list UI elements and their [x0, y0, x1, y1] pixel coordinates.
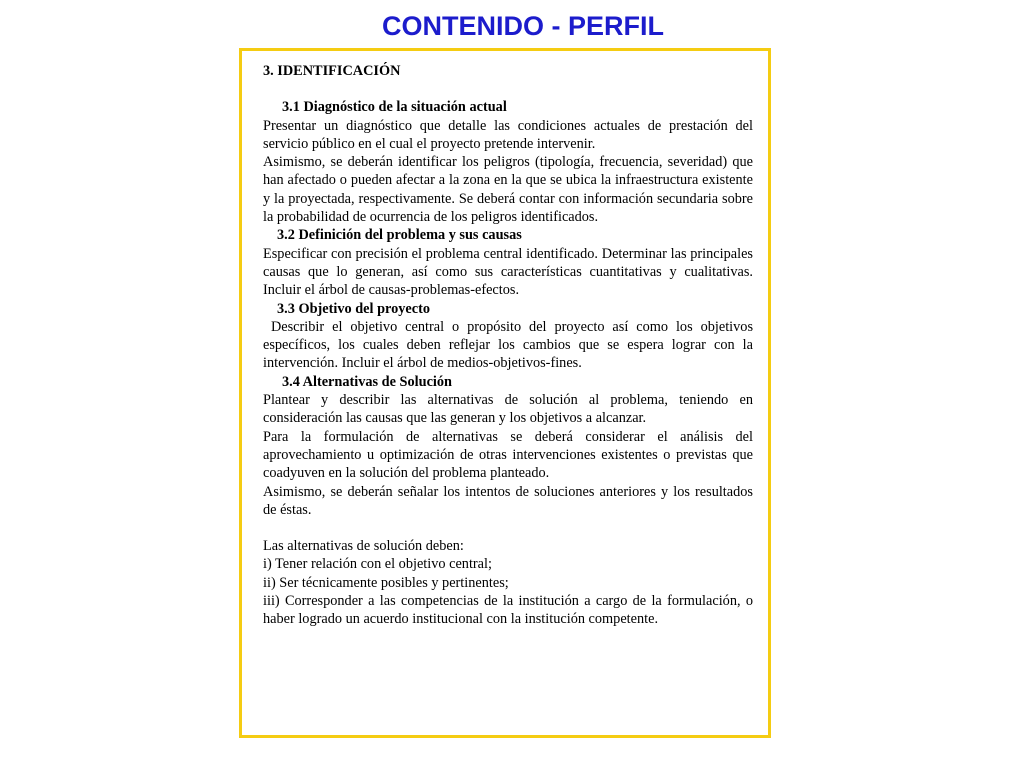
list-item: i) Tener relación con el objetivo central; [263, 556, 492, 573]
subsection-heading-3-4: 3.4 Alternativas de Solución [282, 373, 452, 390]
paragraph: Plantear y describir las alternativas de solución al problema, teniendo en consideración las causas que las generan y los objetivos a alcanzar. [263, 392, 753, 427]
subsection-heading-3-3: 3.3 Objetivo del proyecto [277, 300, 431, 317]
slide-title: CONTENIDO - PERFIL [382, 11, 664, 41]
paragraph: Asimismo, se deberán identificar los peligros (tipología, frecuencia, severidad) que han afectado o pueden afectar a la zona en la que se ubica la infraestructura existente y la proyectada, respectivamente. Se deberá contar con información secundaria sobre la probabilidad de ocurrencia de los peligros identificados. [263, 154, 753, 226]
list-intro: Las alternativas de solución deben: [263, 538, 464, 555]
document-content [263, 62, 757, 629]
paragraph: Describir el objetivo central o propósito del proyecto así como los objetivos específicos, los cuales deben reflejar los cambios que se espera lograr con la intervención. Incluir el árbol de medios-objetivos-fines. [263, 318, 757, 372]
paragraph: Presentar un diagnóstico que detalle las condiciones actuales de prestación del servicio público en el cual el proyecto pretende intervenir. [263, 117, 753, 152]
section-heading: 3. IDENTIFICACIÓN [263, 63, 401, 79]
list-item: iii) Corresponder a las competencias de la institución a cargo de la formulación, o haber logrado un acuerdo institucional con la institución competente. [263, 593, 753, 628]
paragraph: Asimismo, se deberán señalar los intentos de soluciones anteriores y los resultados de éstas. [263, 483, 753, 518]
subsection-heading-3-2: 3.2 Definición del problema y sus causas [277, 227, 522, 244]
subsection-heading-3-1: 3.1 Diagnóstico de la situación actual [282, 99, 507, 116]
paragraph: Especificar con precisión el problema central identificado. Determinar las principales causas que lo generan, así como sus características cuantitativas y cualitativas. Incluir el árbol de causas-problemas-efectos. [263, 245, 753, 299]
paragraph: Para la formulación de alternativas se deberá considerar el análisis del aprovechamiento u optimización de otras intervenciones existentes o previstas que coadyuven en la solución del problema planteado. [263, 428, 753, 482]
list-item: ii) Ser técnicamente posibles y pertinentes; [263, 574, 509, 591]
